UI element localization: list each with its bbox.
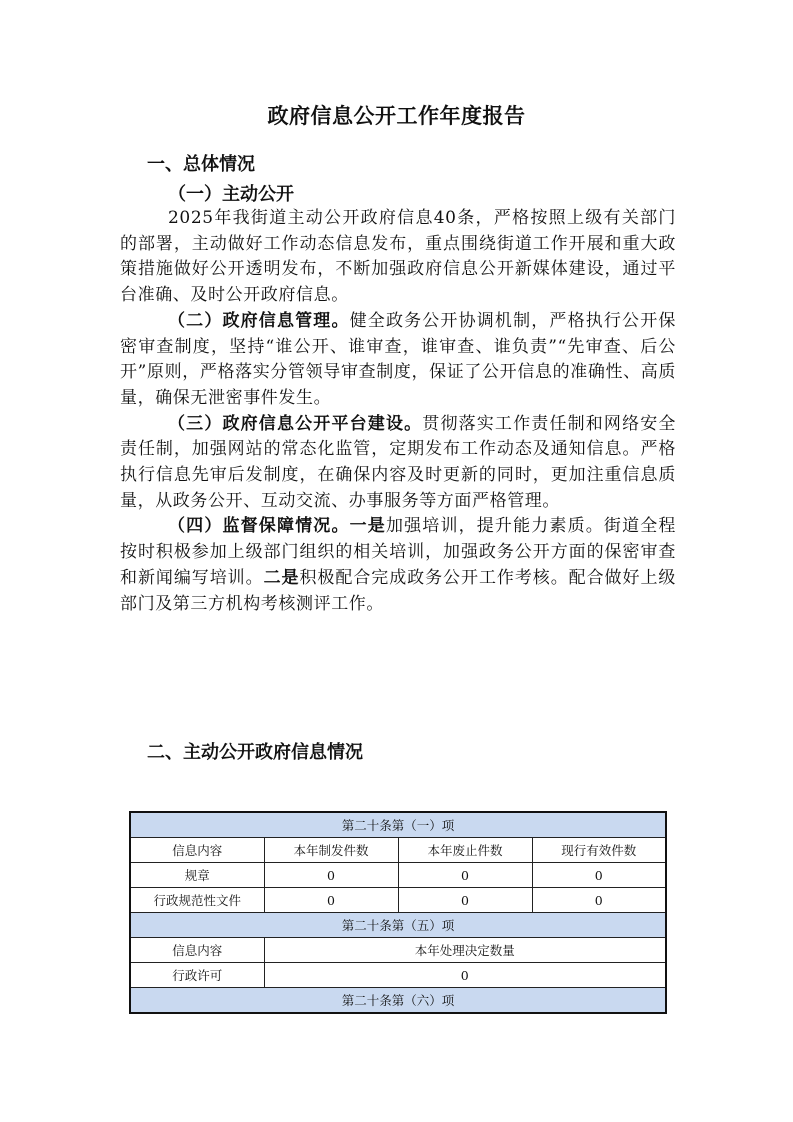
table-cell: 0 (398, 863, 532, 888)
paragraph-2-lead: （二）政府信息管理。 (168, 310, 350, 331)
table-cell: 0 (532, 888, 666, 913)
section-1-heading: 一、总体情况 (147, 154, 255, 175)
table-header-row (130, 938, 666, 963)
table-section-title: 第二十条第（五）项 (130, 913, 666, 938)
subsection-1-heading: （一）主动公开 (168, 184, 294, 205)
paragraph-2-text: 健全政务公开协调机制，严格执行公开保密审查制度，坚持“谁公开、谁审查，谁审查、谁负责”“先审查、后公开”原则，严格落实分管领导审查制度，保证了公开信息的准确性、高质量，确保无泄密事件发生。 (120, 310, 676, 408)
table-section-row (130, 812, 666, 838)
disclosure-table (129, 811, 667, 1014)
table-cell: 0 (264, 888, 398, 913)
table-header-cell: 本年处理决定数量 (264, 938, 666, 963)
paragraph-4-bold-1: 一是 (349, 516, 386, 537)
table-cell: 行政规范性文件 (130, 888, 264, 913)
table-cell: 规章 (130, 863, 264, 888)
table-cell: 0 (532, 863, 666, 888)
table-header-cell: 现行有效件数 (532, 838, 666, 863)
table-cell: 0 (264, 863, 398, 888)
table-header-cell: 本年制发件数 (264, 838, 398, 863)
table-cell: 行政许可 (130, 963, 264, 988)
table-header-cell: 本年废止件数 (398, 838, 532, 863)
paragraph-info-management (120, 309, 676, 412)
table-row (130, 888, 666, 913)
table-section-row (130, 988, 666, 1014)
paragraph-4-bold-2: 二是 (263, 567, 300, 588)
table-section-row (130, 913, 666, 938)
paragraph-4-text-1: 加强培训，提升能力素质。街道全程按时积极参加上级部门组织的相关培训，加强政务公开方面的保密审查和新闻编写培训。 (120, 516, 676, 588)
paragraph-platform-building (120, 412, 676, 515)
paragraph-proactive-disclosure: 2025年我街道主动公开政府信息40条，严格按照上级有关部门的部署，主动做好工作动态信息发布，重点围绕街道工作开展和重大政策措施做好公开透明发布，不断加强政府信息公开新媒体建设，通过平台准确、及时公开政府信息。 (120, 208, 676, 306)
table-row (130, 863, 666, 888)
table-header-cell: 信息内容 (130, 838, 264, 863)
section-2-heading: 二、主动公开政府信息情况 (147, 742, 363, 763)
paragraph-3-text: 贯彻落实工作责任制和网络安全责任制，加强网站的常态化监管，定期发布工作动态及通知信息。严格执行信息先审后发制度，在确保内容及时更新的同时，更加注重信息质量，从政务公开、互动交流、办事服务等方面严格管理。 (120, 413, 676, 511)
table-header-cell: 信息内容 (130, 938, 264, 963)
table-section-title: 第二十条第（一）项 (130, 812, 666, 838)
table-row (130, 963, 666, 988)
table-header-row (130, 838, 666, 863)
paragraph-supervision (120, 514, 676, 617)
paragraph-4-text-2: 积极配合完成政务公开工作考核。配合做好上级部门及第三方机构考核测评工作。 (120, 567, 676, 614)
table-cell: 0 (398, 888, 532, 913)
paragraph-4-lead: （四）监督保障情况。 (168, 516, 350, 537)
section-1-body (120, 206, 676, 617)
report-title: 政府信息公开工作年度报告 (267, 104, 526, 128)
table-section-title: 第二十条第（六）项 (130, 988, 666, 1014)
table-cell: 0 (264, 963, 666, 988)
paragraph-3-lead: （三）政府信息公开平台建设。 (168, 413, 423, 434)
